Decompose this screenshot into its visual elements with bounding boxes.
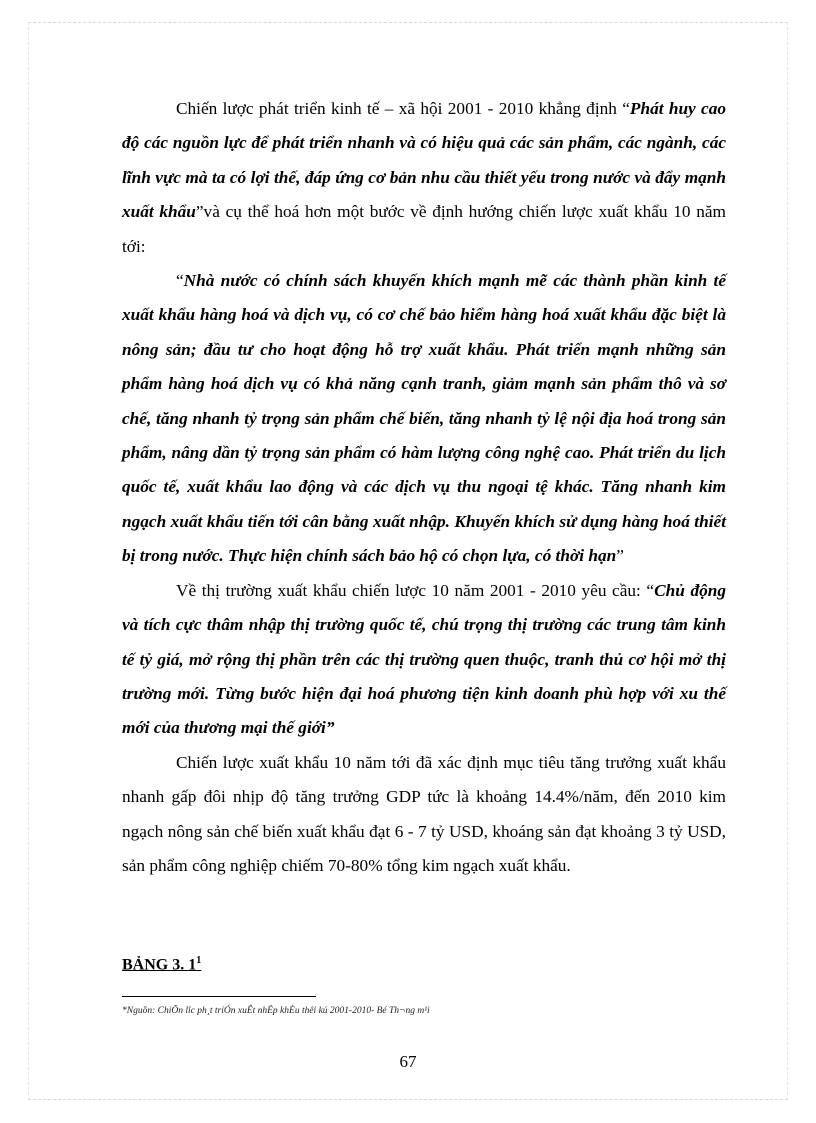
- page-number: 67: [399, 1052, 417, 1071]
- paragraph-export-market: [122, 574, 726, 746]
- paragraph-strategy: [122, 92, 726, 264]
- document-body: [122, 92, 726, 883]
- quote-mark: “: [176, 271, 184, 291]
- paragraph-export-targets: Chiến lược xuất khẩu 10 năm tới đã xác định mục tiêu tăng trưởng xuất khẩu nhanh gấp đôi nhịp độ tăng trưởng GDP tức là khoảng 14.4%/năm, đến 2010 kim ngạch nông sản chế biến xuất khẩu đạt 6 - 7 tỷ USD, khoáng sản đạt khoảng 3 tỷ USD, sản phẩm công nghiệp chiếm 70-80% tổng kim ngạch xuất khẩu.: [122, 752, 726, 875]
- table-heading-label: BẢNG 3. 1: [122, 956, 197, 974]
- footnote-separator: [122, 996, 316, 997]
- paragraph-text: Chiến lược phát triển kinh tế – xã hội 2001 - 2010 khẳng định “: [176, 99, 630, 118]
- quoted-text: Chủ động và tích cực thâm nhập thị trường quốc tế, chú trọng thị trường các trung tâm kinh tế tỷ giá, mở rộng thị phần trên các thị trường quen thuộc, tranh thủ cơ hội mở thị trường mới. Từng bước hiện đại hoá phương tiện kinh doanh phù hợp với xu thế mới của thương mại thế giới: [122, 580, 726, 738]
- paragraph-text: Về thị trường xuất khẩu chiến lược 10 năm 2001 - 2010 yêu cầu: “: [176, 580, 655, 600]
- footnote-text: *Nguồn: ChiÕn lîc ph¸t triÓn xuÊt nhËp khÈu thêi kú 2001-2010- Bé Th¬ng m¹i: [122, 1006, 430, 1016]
- footnote-marker[interactable]: 1: [196, 955, 202, 966]
- quote-mark: ”: [616, 546, 624, 566]
- quote-mark: ”: [325, 718, 335, 738]
- paragraph-state-policy: [122, 264, 726, 574]
- paragraph-text: ”và cụ thể hoá hơn một bước về định hướng chiến lược xuất khẩu 10 năm tới:: [122, 202, 726, 256]
- quoted-text: Nhà nước có chính sách khuyến khích mạnh mẽ các thành phần kinh tế xuất khẩu hàng hoá và dịch vụ, có cơ chế bảo hiểm hàng hoá xuất khẩu đặc biệt là nông sản; đầu tư cho hoạt động hỗ trợ xuất khẩu. Phát triển mạnh những sản phẩm hàng hoá dịch vụ có khả năng cạnh tranh, giảm mạnh sản phẩm thô và sơ chế, tăng nhanh tỷ trọng sản phẩm chế biến, tăng nhanh tỷ lệ nội địa hoá trong sản phẩm, nâng dần tỷ trọng sản phẩm có hàm lượng công nghệ cao. Phát triển du lịch quốc tế, xuất khẩu lao động và các dịch vụ thu ngoại tệ khác. Tăng nhanh kim ngạch xuất khẩu tiến tới cân bằng xuất nhập. Khuyến khích sử dụng hàng hoá thiết bị trong nước. Thực hiện chính sách bảo hộ có chọn lựa, có thời hạn: [122, 271, 726, 566]
- quoted-text: Phát huy cao độ các nguồn lực để phát triển nhanh và có hiệu quả các sản phẩm, các ngành, các lĩnh vực mà ta có lợi thế, đáp ứng cơ bản nhu cầu thiết yếu trong nước và đẩy mạnh xuất khẩu: [122, 99, 726, 222]
- table-heading: [122, 955, 201, 974]
